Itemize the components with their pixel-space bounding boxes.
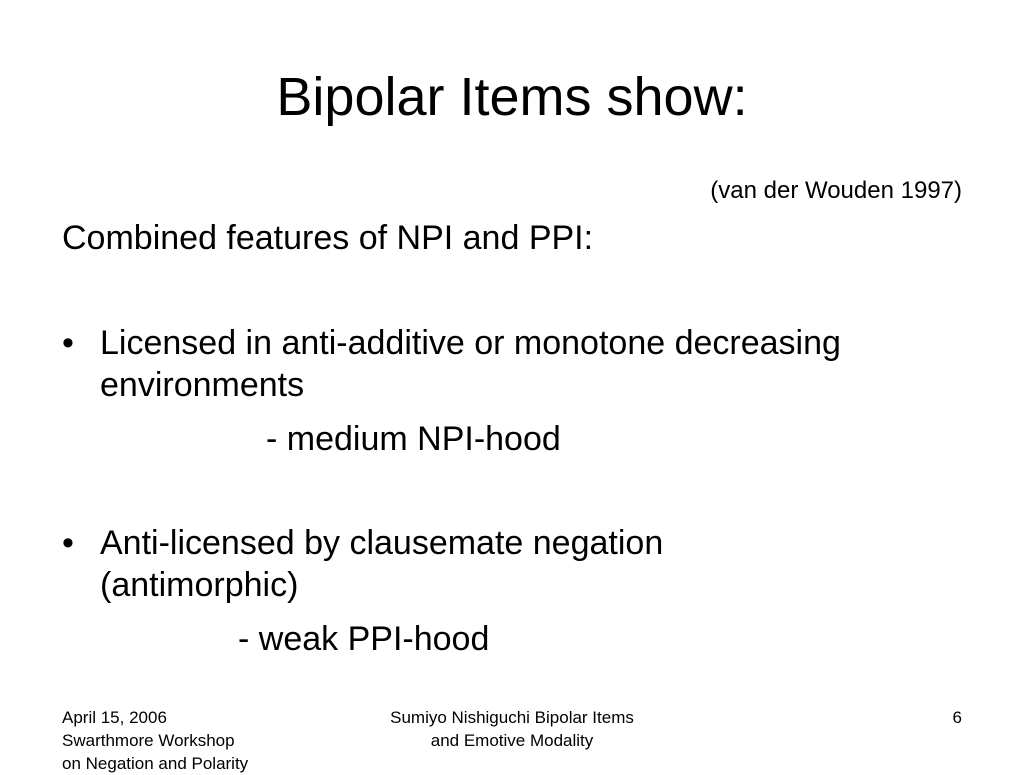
bullet-item bbox=[62, 522, 842, 606]
footer-date: April 15, 2006 bbox=[62, 708, 167, 727]
bullet-subtext: - weak PPI-hood bbox=[238, 620, 490, 658]
bullet-text: Anti-licensed by clausemate negation (antimorphic) bbox=[100, 524, 664, 604]
footer-author-line1: Sumiyo Nishiguchi Bipolar Items bbox=[390, 708, 634, 727]
bullet-dot-icon: • bbox=[62, 524, 74, 562]
footer-venue-line2: on Negation and Polarity bbox=[62, 754, 249, 773]
bullet-dot-icon: • bbox=[62, 324, 74, 362]
bullet-subtext: - medium NPI-hood bbox=[266, 420, 561, 458]
bullet-text: Licensed in anti-additive or monotone decreasing environments bbox=[100, 324, 841, 404]
lead-text: Combined features of NPI and PPI: bbox=[62, 219, 594, 257]
slide-title: Bipolar Items show: bbox=[276, 67, 748, 127]
citation: (van der Wouden 1997) bbox=[710, 177, 962, 204]
bullet-item bbox=[62, 322, 842, 406]
footer-venue-line1: Swarthmore Workshop bbox=[62, 731, 235, 750]
footer-author-title bbox=[312, 706, 712, 752]
footer-author-line2: and Emotive Modality bbox=[430, 731, 594, 750]
footer-date-venue bbox=[62, 706, 312, 775]
page-number: 6 bbox=[952, 708, 962, 727]
